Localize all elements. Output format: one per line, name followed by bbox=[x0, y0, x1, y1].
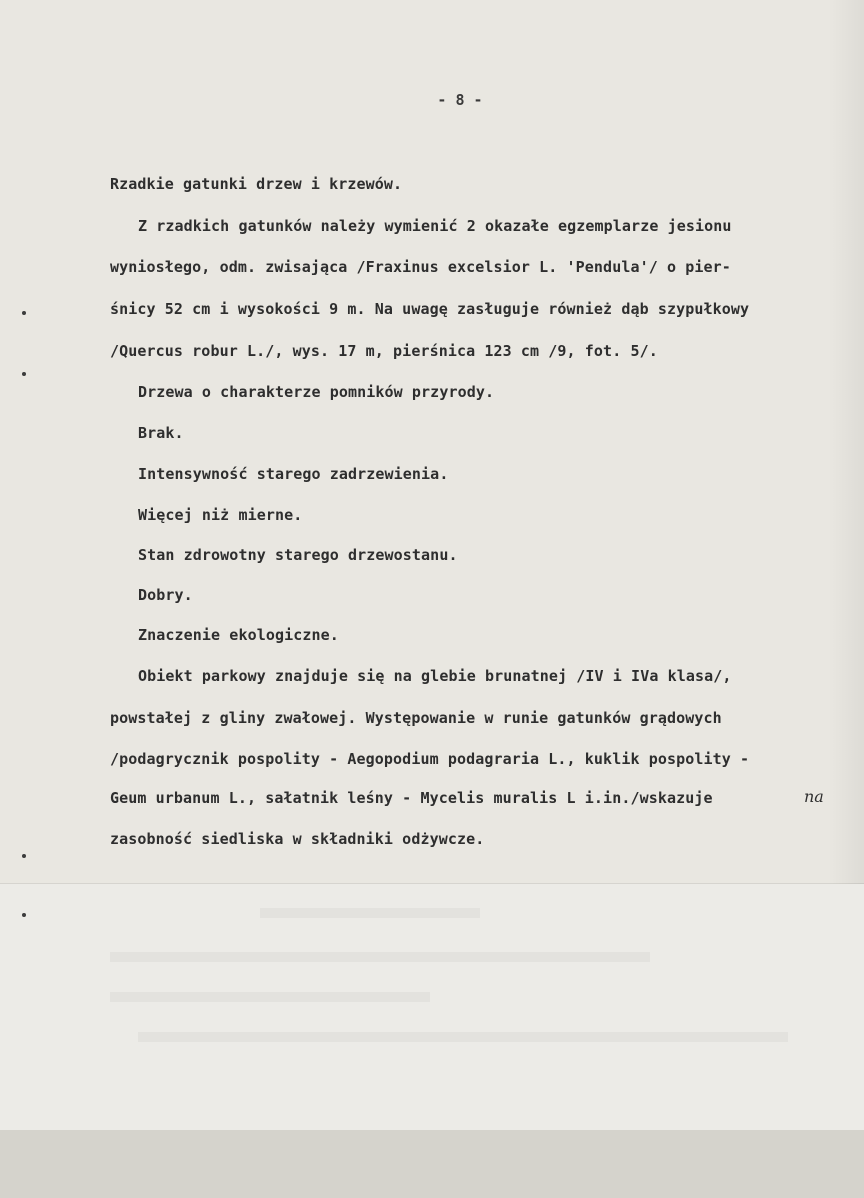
body-line: Z rzadkich gatunków należy wymienić 2 okazałe egzemplarze jesionu bbox=[138, 217, 732, 235]
body-line: Brak. bbox=[138, 424, 184, 442]
section-heading: Intensywność starego zadrzewienia. bbox=[138, 465, 449, 483]
section-heading: Drzewa o charakterze pomników przyrody. bbox=[138, 383, 495, 401]
body-line: wyniosłego, odm. zwisająca /Fraxinus excelsior L. 'Pendula'/ o pier- bbox=[110, 258, 731, 276]
handwritten-annotation: na bbox=[804, 787, 824, 806]
body-line: Obiekt parkowy znajduje się na glebie brunatnej /IV i IVa klasa/, bbox=[138, 667, 732, 685]
body-line: powstałej z gliny zwałowej. Występowanie w runie gatunków grądowych bbox=[110, 709, 722, 727]
body-line: /podagrycznik pospolity - Aegopodium podagraria L., kuklik pospolity - bbox=[110, 750, 750, 768]
punch-hole-mark bbox=[22, 854, 26, 858]
underlying-sheet bbox=[0, 884, 864, 1130]
scanner-bed-edge bbox=[0, 1130, 864, 1198]
page-number: - 8 - bbox=[437, 91, 483, 109]
section-heading: Stan zdrowotny starego drzewostanu. bbox=[138, 546, 458, 564]
punch-hole-mark bbox=[22, 372, 26, 376]
section-heading: Znaczenie ekologiczne. bbox=[138, 626, 339, 644]
section-heading: Rzadkie gatunki drzew i krzewów. bbox=[110, 175, 403, 193]
body-line: Dobry. bbox=[138, 586, 193, 604]
body-line: zasobność siedliska w składniki odżywcze. bbox=[110, 830, 485, 848]
body-line: /Quercus robur L./, wys. 17 m, pierśnica 123 cm /9, fot. 5/. bbox=[110, 342, 658, 360]
body-line: Więcej niż mierne. bbox=[138, 506, 303, 524]
body-line: śnicy 52 cm i wysokości 9 m. Na uwagę zasługuje również dąb szypułkowy bbox=[110, 300, 750, 318]
body-line: Geum urbanum L., sałatnik leśny - Mycelis muralis L i.in./wskazuje bbox=[110, 789, 713, 807]
punch-hole-mark bbox=[22, 311, 26, 315]
punch-hole-mark bbox=[22, 913, 26, 917]
